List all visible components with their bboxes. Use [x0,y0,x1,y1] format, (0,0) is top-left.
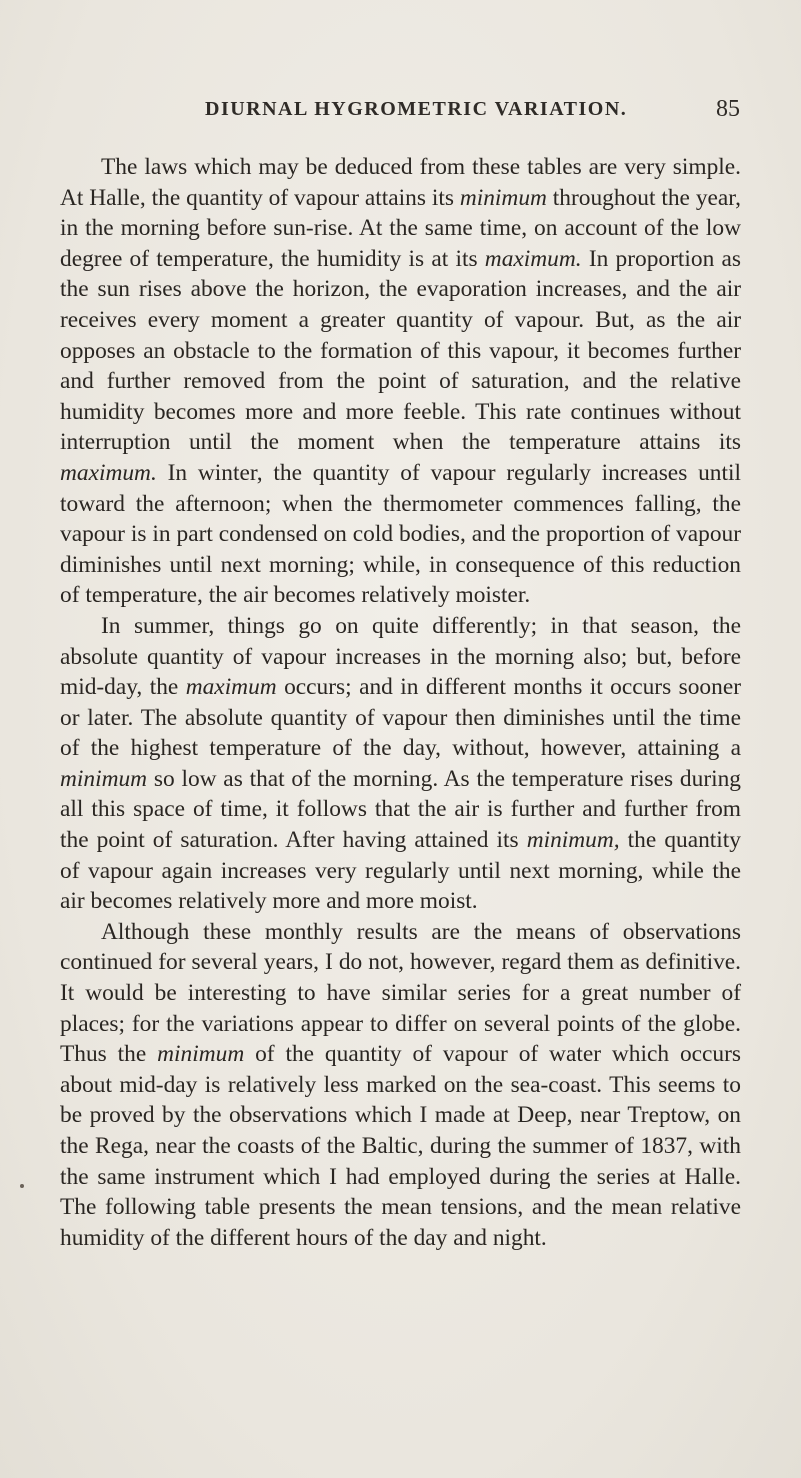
italic-term: maximum. [484,245,582,272]
italic-term: maximum [185,674,277,701]
italic-term: minimum [60,765,148,792]
paragraph: In summer, things go on quite differently; in that season, the absolute quantity of vapour increases in the morning also; but, before mid-day, the maximum occurs; and in different months it occurs sooner or later. The absolute quantity of vapour then diminishes until the time of the highest temperature of the day, without, however, attaining a minimum so low as that of the morning. As the temperature rises during all this space of time, it follows that the air is further and further from the point of saturation. After having attained its minimum, the quantity of vapour again increases very regularly until next morning, while the air becomes relatively more and more moist. [60,612,741,915]
italic-term: minimum [157,1041,245,1068]
page-header [60,98,740,132]
body-text [60,152,741,1253]
italic-term: maximum. [60,459,157,486]
italic-term: minimum [459,184,547,211]
italic-term: minimum, [526,827,620,854]
paragraph: Although these monthly results are the means of observations continued for several years, I do not, however, regard them as definitive. It would be interesting to have similar series for a great number of places; for the variations appear to differ on several points of the globe. Thus the minimum of the quantity of vapour of water which occurs about mid-day is relatively less marked on the sea-coast. This seems to be proved by the observations which I made at Deep, near Treptow, on the Rega, near the coasts of the Baltic, during the summer of 1837, with the same instrument which I had employed during the series at Halle. The following table presents the mean tensions, and the mean relative humidity of the different hours of the day and night. [60,918,741,1251]
ink-speck [20,1184,24,1188]
page-number: 85 [716,96,740,122]
running-title: DIURNAL HYGROMETRIC VARIATION. [205,98,628,120]
paragraph: The laws which may be deduced from these tables are very simple. At Halle, the quantity of vapour attains its minimum throughout the year, in the morning before sun-rise. At the same time, on account of the low degree of temperature, the humidity is at its maximum. In proportion as the sun rises above the horizon, the evaporation increases, and the air receives every moment a greater quantity of vapour. But, as the air opposes an obstacle to the formation of this vapour, it becomes further and further removed from the point of saturation, and the relative humidity becomes more and more feeble. This rate continues without interruption until the moment when the temperature attains its maximum. In winter, the quantity of vapour regularly increases until toward the afternoon; when the thermometer commences falling, the vapour is in part condensed on cold bodies, and the proportion of vapour diminishes until next morning; while, in consequence of this reduction of temperature, the air becomes relatively moister. [60,154,741,609]
